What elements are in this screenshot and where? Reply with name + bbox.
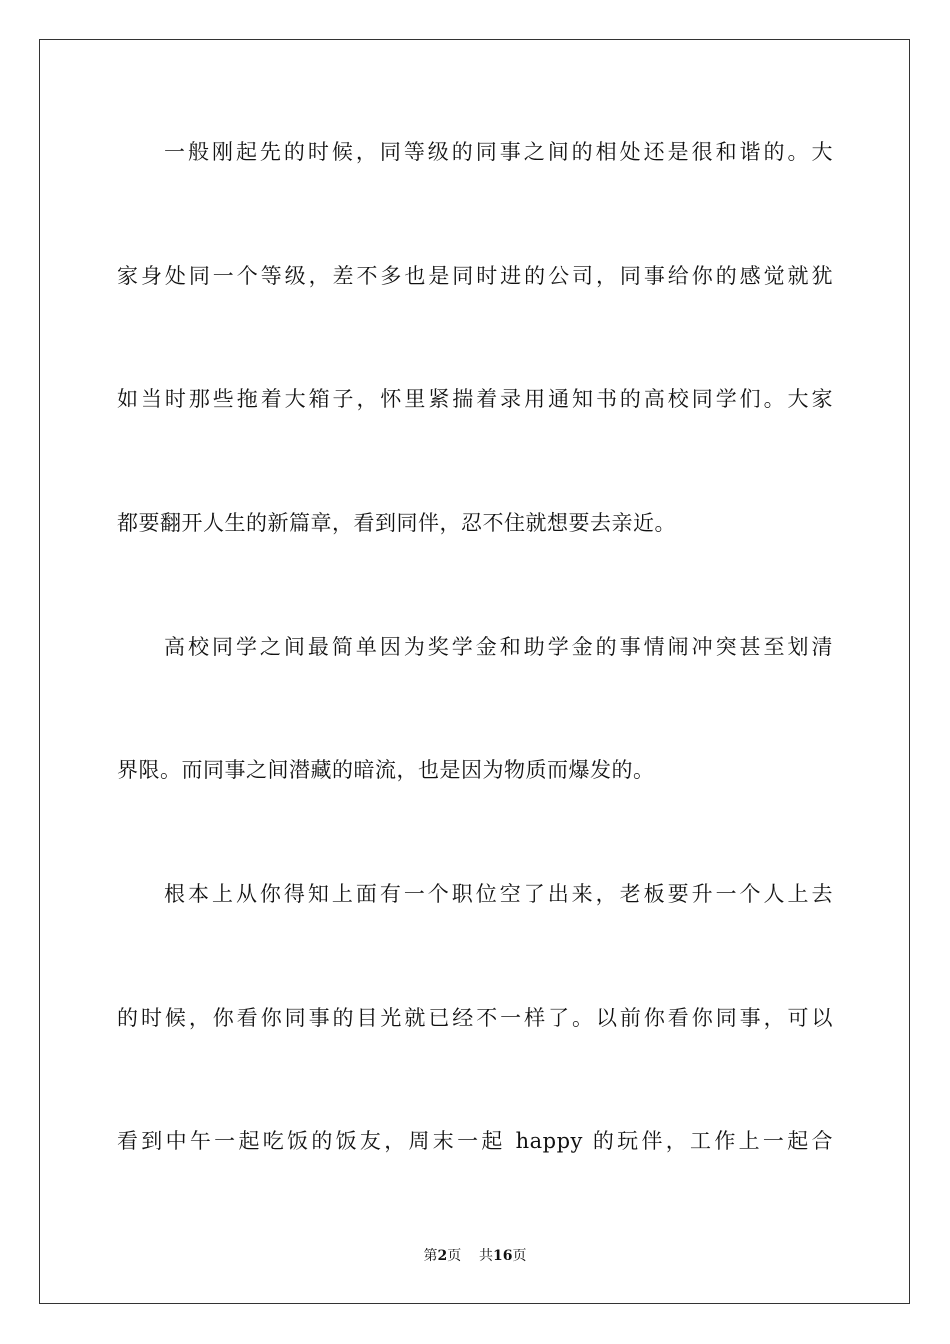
page-prefix: 第 — [423, 1248, 438, 1264]
paragraph-1-line-2: 家身处同一个等级，差不多也是同时进的公司，同事给你的感觉就犹 — [117, 264, 833, 288]
paragraph-3-line-2: 的时候，你看你同事的目光就已经不一样了。以前你看你同事，可以 — [117, 1006, 833, 1030]
page-number: 2 — [437, 1248, 448, 1264]
paragraph-1-line-1: 一般刚起先的时候，同等级的同事之间的相处还是很和谐的。大 — [164, 140, 833, 164]
total-prefix: 共 — [479, 1248, 494, 1264]
page-suffix: 页 — [447, 1248, 462, 1264]
paragraph-2-line-2: 界限。而同事之间潜藏的暗流，也是因为物质而爆发的。 — [117, 758, 655, 782]
total-suffix: 页 — [512, 1248, 527, 1264]
total-pages: 16 — [493, 1248, 513, 1264]
paragraph-1-line-3: 如当时那些拖着大箱子，怀里紧揣着录用通知书的高校同学们。大家 — [117, 387, 833, 411]
paragraph-1-line-4: 都要翻开人生的新篇章，看到同伴，忍不住就想要去亲近。 — [117, 511, 676, 535]
page-border — [39, 39, 910, 1304]
paragraph-3-line-3: 看到中午一起吃饭的饭友，周末一起 happy 的玩伴，工作上一起合 — [117, 1129, 833, 1153]
page-footer — [0, 1246, 950, 1266]
paragraph-3-line-1: 根本上从你得知上面有一个职位空了出来，老板要升一个人上去 — [164, 882, 833, 906]
paragraph-2-line-1: 高校同学之间最简单因为奖学金和助学金的事情闹冲突甚至划清 — [164, 635, 833, 659]
